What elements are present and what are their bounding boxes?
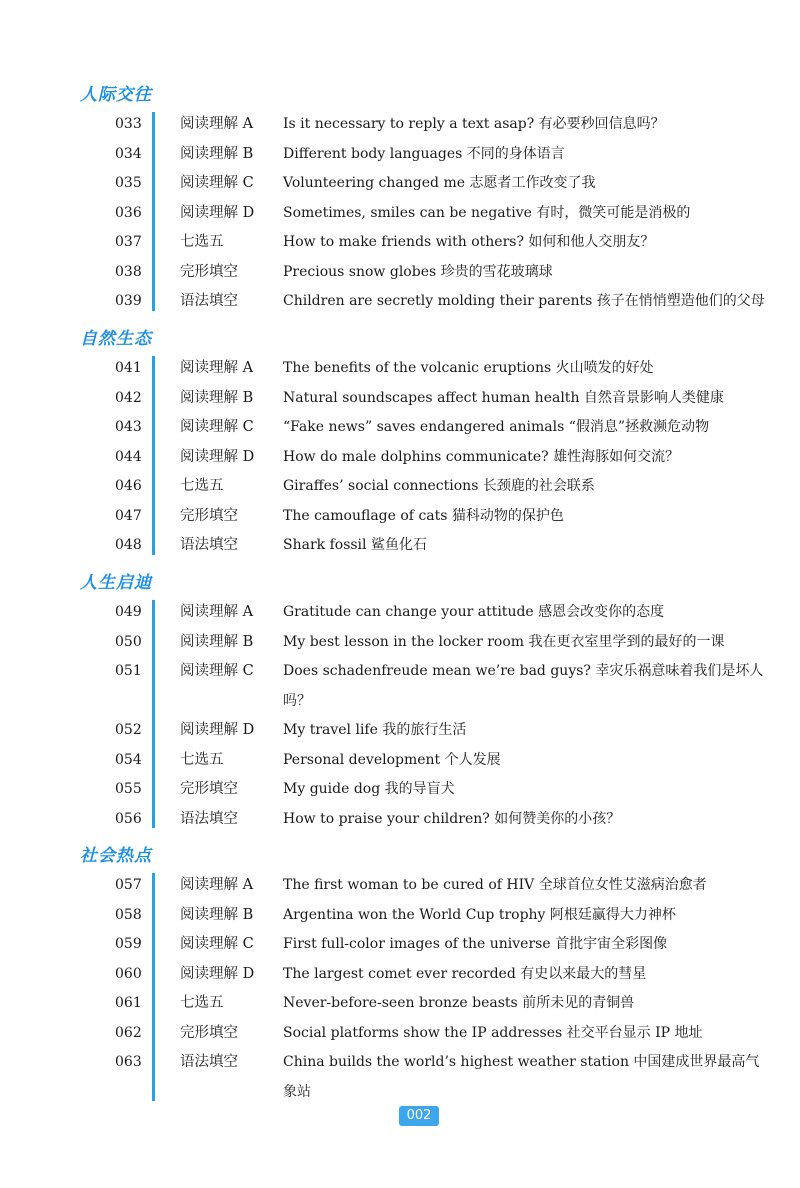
toc-entry[interactable]: [0, 110, 800, 140]
entry-list: [0, 354, 800, 561]
entry-type: 完形填空: [180, 507, 238, 524]
entry-number: 054: [115, 751, 142, 768]
toc-entry[interactable]: [0, 413, 800, 443]
toc-entry[interactable]: [0, 502, 800, 532]
entry-number: 050: [115, 633, 142, 650]
entry-number: 062: [115, 1024, 142, 1041]
entry-type: 阅读理解 C: [180, 663, 254, 679]
entry-type: 阅读理解 A: [180, 116, 254, 132]
entry-number: 036: [115, 204, 142, 221]
toc-entry[interactable]: [0, 901, 800, 931]
section-title: 人际交往: [80, 85, 152, 105]
entry-type: 阅读理解 B: [180, 633, 254, 650]
toc-entry[interactable]: [0, 384, 800, 414]
toc-entry[interactable]: [0, 775, 800, 805]
entry-title: The first woman to be cured of HIV 全球首位女性艾滋病治愈者: [283, 877, 707, 893]
entry-number: 060: [115, 965, 142, 982]
entry-type: 阅读理解 D: [180, 448, 255, 465]
section-title: 自然生态: [80, 329, 152, 349]
entry-number: 057: [115, 877, 142, 893]
entry-number: 041: [115, 360, 142, 376]
entry-title: The benefits of the volcanic eruptions 火山喷发的好处: [283, 360, 654, 376]
entry-title: Precious snow globes 珍贵的雪花玻璃球: [283, 263, 553, 280]
toc-entry[interactable]: [0, 258, 800, 288]
entry-type: 阅读理解 D: [180, 965, 255, 982]
entry-title: “Fake news” saves endangered animals “假消息”拯救濒危动物: [283, 419, 710, 435]
toc-entry[interactable]: [0, 960, 800, 990]
entry-title: My guide dog 我的导盲犬: [283, 781, 455, 797]
toc-entry[interactable]: [0, 199, 800, 229]
toc-entry[interactable]: [0, 657, 800, 716]
entry-title: Shark fossil 鲨鱼化石: [283, 537, 427, 553]
entry-title: Volunteering changed me 志愿者工作改变了我: [283, 175, 596, 191]
entry-type: 完形填空: [180, 781, 238, 797]
toc-entry[interactable]: [0, 716, 800, 746]
entry-type: 七选五: [180, 751, 224, 768]
entry-list: [0, 598, 800, 834]
entry-number: 049: [115, 604, 142, 620]
entry-title: Never-before-seen bronze beasts 前所未见的青铜兽: [283, 995, 635, 1011]
entry-number: 061: [115, 995, 142, 1011]
entry-type: 完形填空: [180, 1024, 238, 1041]
entry-title: First full-color images of the universe 首批宇宙全彩图像: [283, 936, 668, 952]
entry-title: Sometimes, smiles can be negative 有时，微笑可能是消极的: [283, 204, 691, 221]
entry-number: 063: [115, 1054, 142, 1070]
toc-entry[interactable]: [0, 628, 800, 658]
entry-type: 阅读理解 C: [180, 175, 254, 191]
toc-entry[interactable]: [0, 140, 800, 170]
entry-type: 阅读理解 D: [180, 204, 255, 221]
entry-title: Natural soundscapes affect human health 自然音景影响人类健康: [283, 389, 724, 406]
entry-number: 039: [115, 293, 142, 309]
entry-number: 043: [115, 419, 142, 435]
entry-number: 047: [115, 507, 142, 524]
entry-number: 038: [115, 263, 142, 280]
entry-type: 阅读理解 D: [180, 722, 255, 738]
entry-type: 阅读理解 A: [180, 360, 254, 376]
entry-title: Does schadenfreude mean we’re bad guys? 幸灾乐祸意味着我们是坏人吗？: [283, 663, 764, 709]
toc-entry[interactable]: [0, 169, 800, 199]
entry-number: 051: [115, 663, 142, 679]
toc-entry[interactable]: [0, 228, 800, 258]
entry-type: 七选五: [180, 234, 224, 250]
entry-type: 阅读理解 C: [180, 419, 254, 435]
entry-number: 055: [115, 781, 142, 797]
entry-title: Giraffes’ social connections 长颈鹿的社会联系: [283, 478, 595, 494]
entry-number: 037: [115, 234, 142, 250]
entry-title: China builds the world’s highest weather station 中国建成世界最高气象站: [283, 1054, 760, 1100]
page-number: 002: [399, 1106, 439, 1126]
entry-type: 阅读理解 B: [180, 145, 254, 162]
entry-title: Personal development 个人发展: [283, 751, 501, 768]
toc-entry[interactable]: [0, 472, 800, 502]
entry-number: 052: [115, 722, 142, 738]
entry-number: 044: [115, 448, 142, 465]
entry-title: The largest comet ever recorded 有史以来最大的彗星: [283, 965, 647, 982]
entry-number: 056: [115, 810, 142, 827]
entry-title: Argentina won the World Cup trophy 阿根廷赢得大力神杯: [283, 906, 676, 923]
section-title: 社会热点: [80, 846, 152, 866]
toc-entry[interactable]: [0, 989, 800, 1019]
entry-type: 语法填空: [180, 537, 238, 553]
entry-title: How to make friends with others? 如何和他人交朋友？: [283, 234, 655, 250]
entry-number: 035: [115, 175, 142, 191]
entry-type: 七选五: [180, 995, 224, 1011]
entry-number: 046: [115, 478, 142, 494]
entry-list: [0, 110, 800, 317]
entry-type: 阅读理解 A: [180, 877, 254, 893]
entry-type: 语法填空: [180, 1054, 238, 1070]
toc-entry[interactable]: [0, 531, 800, 561]
entry-type: 阅读理解 B: [180, 389, 254, 406]
entry-number: 034: [115, 145, 142, 162]
toc-entry[interactable]: [0, 354, 800, 384]
entry-type: 语法填空: [180, 810, 238, 827]
entry-list: [0, 871, 800, 1107]
entry-type: 阅读理解 C: [180, 936, 254, 952]
toc-entry[interactable]: [0, 1048, 800, 1107]
section-title: 人生启迪: [80, 573, 152, 593]
entry-title: How to praise your children? 如何赞美你的小孩？: [283, 810, 621, 827]
toc-entry[interactable]: [0, 287, 800, 317]
entry-number: 048: [115, 537, 142, 553]
entry-title: My travel life 我的旅行生活: [283, 722, 467, 738]
toc-entry[interactable]: [0, 930, 800, 960]
entry-type: 语法填空: [180, 293, 238, 309]
entry-number: 059: [115, 936, 142, 952]
toc-entry[interactable]: [0, 746, 800, 776]
entry-type: 七选五: [180, 478, 224, 494]
entry-type: 阅读理解 A: [180, 604, 254, 620]
entry-type: 阅读理解 B: [180, 906, 254, 923]
entry-title: Social platforms show the IP addresses 社交平台显示 IP 地址: [283, 1024, 703, 1041]
toc-entry[interactable]: [0, 443, 800, 473]
entry-title: Children are secretly molding their parents 孩子在悄悄塑造他们的父母: [283, 293, 765, 309]
entry-title: Different body languages 不同的身体语言: [283, 145, 565, 162]
entry-type: 完形填空: [180, 263, 238, 280]
entry-number: 058: [115, 906, 142, 923]
entry-title: Gratitude can change your attitude 感恩会改变你的态度: [283, 604, 665, 620]
entry-title: How do male dolphins communicate? 雄性海豚如何交流？: [283, 448, 680, 465]
toc-entry[interactable]: [0, 1019, 800, 1049]
entry-number: 042: [115, 389, 142, 406]
entry-title: Is it necessary to reply a text asap? 有必要秒回信息吗？: [283, 116, 665, 132]
entry-title: The camouflage of cats 猫科动物的保护色: [283, 507, 564, 524]
toc-entry[interactable]: [0, 598, 800, 628]
entry-number: 033: [115, 116, 142, 132]
entry-title: My best lesson in the locker room 我在更衣室里学到的最好的一课: [283, 633, 725, 650]
toc-entry[interactable]: [0, 805, 800, 835]
toc-entry[interactable]: [0, 871, 800, 901]
